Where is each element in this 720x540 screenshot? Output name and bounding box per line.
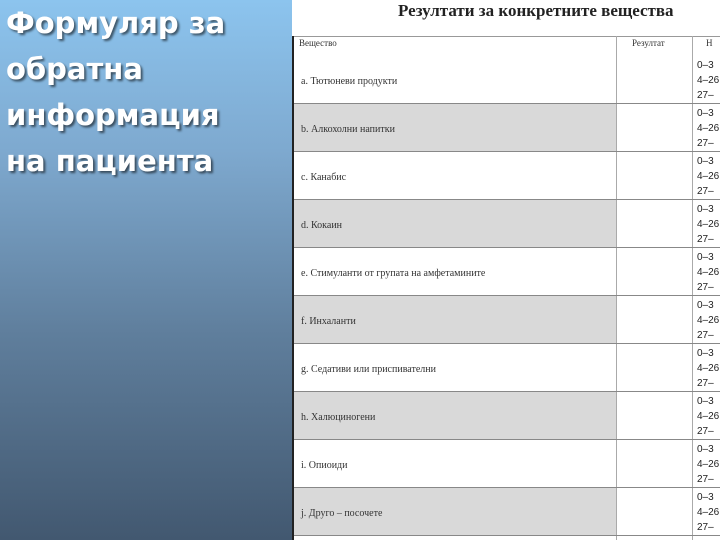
score-range: 27– (697, 330, 714, 341)
score-range: 27– (697, 474, 714, 485)
score-ranges (697, 490, 720, 535)
score-ranges (697, 298, 720, 343)
score-range: 27– (697, 282, 714, 293)
score-range: 4–26 (697, 171, 720, 182)
score-range: 0–3 (697, 348, 714, 359)
score-ranges (697, 394, 720, 439)
substance-label: d. Кокаин (301, 220, 343, 231)
table-row (294, 248, 720, 296)
score-range: 27– (697, 522, 714, 533)
score-ranges (697, 442, 720, 487)
score-range: 4–26 (697, 219, 720, 230)
score-range: 4–26 (697, 363, 720, 374)
score-range: 4–26 (697, 507, 720, 518)
score-range: 0–3 (697, 444, 714, 455)
score-range: 27– (697, 138, 714, 149)
score-range: 4–26 (697, 459, 720, 470)
substance-label: i. Опиоиди (301, 460, 348, 471)
table-row (294, 488, 720, 536)
title-panel (0, 0, 292, 540)
substance-label: a. Тютюневи продукти (301, 76, 398, 87)
score-range: 0–3 (697, 300, 714, 311)
table-row (294, 296, 720, 344)
slide-title: Формуляр за обратна информация на пациента (6, 6, 226, 178)
substance-label: g. Седативи или приспивателни (301, 364, 436, 375)
substance-label: e. Стимуланти от групата на амфетамините (301, 268, 486, 279)
table-row (294, 152, 720, 200)
score-range: 4–26 (697, 267, 720, 278)
table-row (294, 104, 720, 152)
substance-table (294, 56, 720, 536)
table-top-border (292, 36, 720, 37)
score-ranges (697, 154, 720, 199)
score-range: 27– (697, 378, 714, 389)
scanned-document (292, 0, 720, 540)
column-header-substance: Вещество (299, 38, 337, 48)
score-range: 0–3 (697, 252, 714, 263)
row-shading (294, 200, 616, 247)
document-heading: Резултати за конкретните вещества (398, 1, 674, 20)
score-range: 4–26 (697, 75, 720, 86)
substance-label: f. Инхаланти (301, 316, 356, 327)
substance-label: b. Алкохолни напитки (301, 124, 395, 135)
score-range: 4–26 (697, 411, 720, 422)
column-header-result: Резултат (632, 38, 665, 48)
substance-label: h. Халюциногени (301, 412, 376, 423)
score-range: 0–3 (697, 396, 714, 407)
page-number: 76 (661, 508, 674, 520)
substance-label: c. Канабис (301, 172, 347, 183)
score-range: 4–26 (697, 315, 720, 326)
column-header-extra: Н (706, 38, 713, 48)
score-ranges (697, 202, 720, 247)
table-row (294, 392, 720, 440)
score-range: 0–3 (697, 204, 714, 215)
score-ranges (697, 346, 720, 391)
score-range: 27– (697, 426, 714, 437)
table-row (294, 440, 720, 488)
table-row (294, 344, 720, 392)
score-ranges (697, 58, 720, 103)
score-range: 27– (697, 234, 714, 245)
score-range: 27– (697, 90, 714, 101)
table-row (294, 56, 720, 104)
substance-label: j. Друго – посочете (301, 508, 383, 519)
score-range: 0–3 (697, 492, 714, 503)
score-range: 0–3 (697, 108, 714, 119)
score-range: 27– (697, 186, 714, 197)
score-range: 0–3 (697, 156, 714, 167)
score-range: 4–26 (697, 123, 720, 134)
score-ranges (697, 106, 720, 151)
table-row (294, 200, 720, 248)
score-range: 0–3 (697, 60, 714, 71)
score-ranges (697, 250, 720, 295)
